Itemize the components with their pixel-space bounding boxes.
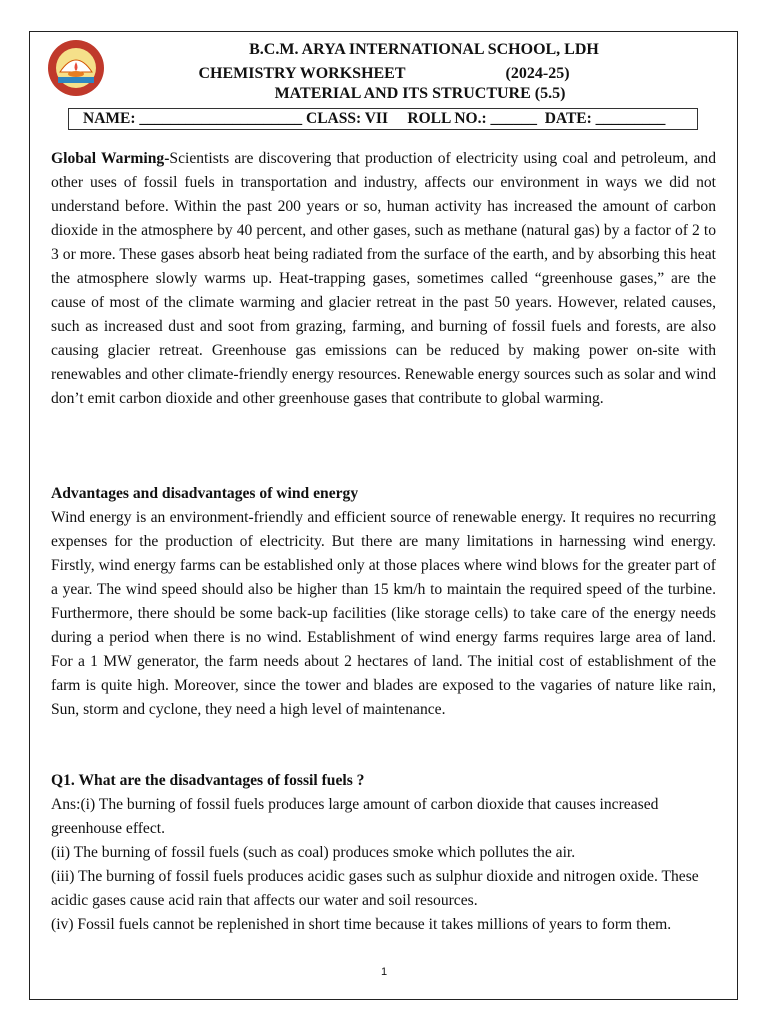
- q1-answer-1: Ans:(i) The burning of fossil fuels produces large amount of carbon dioxide that causes increased greenhouse effect.: [51, 796, 659, 837]
- q1-answer-3: (iii) The burning of fossil fuels produces acidic gases such as sulphur dioxide and nitrogen oxide. These acidic gases cause acid rain that affects our water and soil resources.: [51, 868, 699, 909]
- wind-energy-title: Advantages and disadvantages of wind energy: [51, 485, 359, 502]
- topic-title: MATERIAL AND ITS STRUCTURE (5.5): [274, 85, 566, 102]
- session-year: (2024-25): [505, 65, 570, 82]
- page-number: 1: [380, 966, 388, 978]
- q1-section: [51, 769, 716, 937]
- q1-question: Q1. What are the disadvantages of fossil fuels ?: [51, 772, 365, 789]
- q1-answer-4: (iv) Fossil fuels cannot be replenished in short time because it takes millions of years to form them.: [51, 916, 672, 933]
- school-name: B.C.M. ARYA INTERNATIONAL SCHOOL, LDH: [249, 41, 599, 58]
- wind-energy-section: [51, 482, 716, 722]
- wind-energy-text: Wind energy is an environment-friendly and efficient source of renewable energy. It requires no recurring expenses for the production of electricity. But there are many limitations in harnessing wind energy. Firstly, wind energy farms can be established only at those places where wind blows for the greater part of a year. The wind speed should also be higher than 15 km/h to maintain the required speed of the turbine. Furthermore, there should be some back-up facilities (like storage cells) to take care of the energy needs during a period when there is no wind. Establishment of wind energy farms requires large area of land. For a 1 MW generator, the farm needs about 2 hectares of land. The initial cost of establishment of the farm is quite high. Moreover, since the tower and blades are exposed to the vagaries of nature like rain, Sun, storm and cyclone, they need a high level of maintenance.: [51, 509, 716, 718]
- q1-answer-2: (ii) The burning of fossil fuels (such as coal) produces smoke which pollutes the air.: [51, 844, 576, 861]
- worksheet-subject: CHEMISTRY WORKSHEET: [198, 65, 406, 82]
- global-warming-paragraph: [51, 147, 716, 411]
- student-info-box: NAME: _____________________ CLASS: VII ROLL NO.: ______ DATE: _________: [68, 108, 698, 130]
- global-warming-title: Global Warming-: [51, 150, 170, 167]
- global-warming-text: Scientists are discovering that production of electricity using coal and petroleum, and other uses of fossil fuels in transportation and industry, affects our environment in ways we did not understand before. Within the past 200 years or so, human activity has increased the amount of carbon dioxide in the atmosphere by 40 percent, and other gases, such as methane (natural gas) by a factor of 2 to 3 or more. These gases absorb heat being radiated from the surface of the earth, and by absorbing this heat the atmosphere slowly warms up. Heat-trapping gases, sometimes called “greenhouse gases,” are the cause of most of the climate warming and glacier retreat in the past 50 years. However, related causes, such as increased dust and soot from grazing, farming, and burning of fossil fuels and forests, are also causing glacier retreat. Greenhouse gas emissions can be reduced by making power on-site with renewables and other climate-friendly energy resources. Renewable energy sources such as solar and wind don’t emit carbon dioxide and other greenhouse gases that contribute to global warming.: [51, 150, 716, 407]
- worksheet-title: [0, 65, 768, 83]
